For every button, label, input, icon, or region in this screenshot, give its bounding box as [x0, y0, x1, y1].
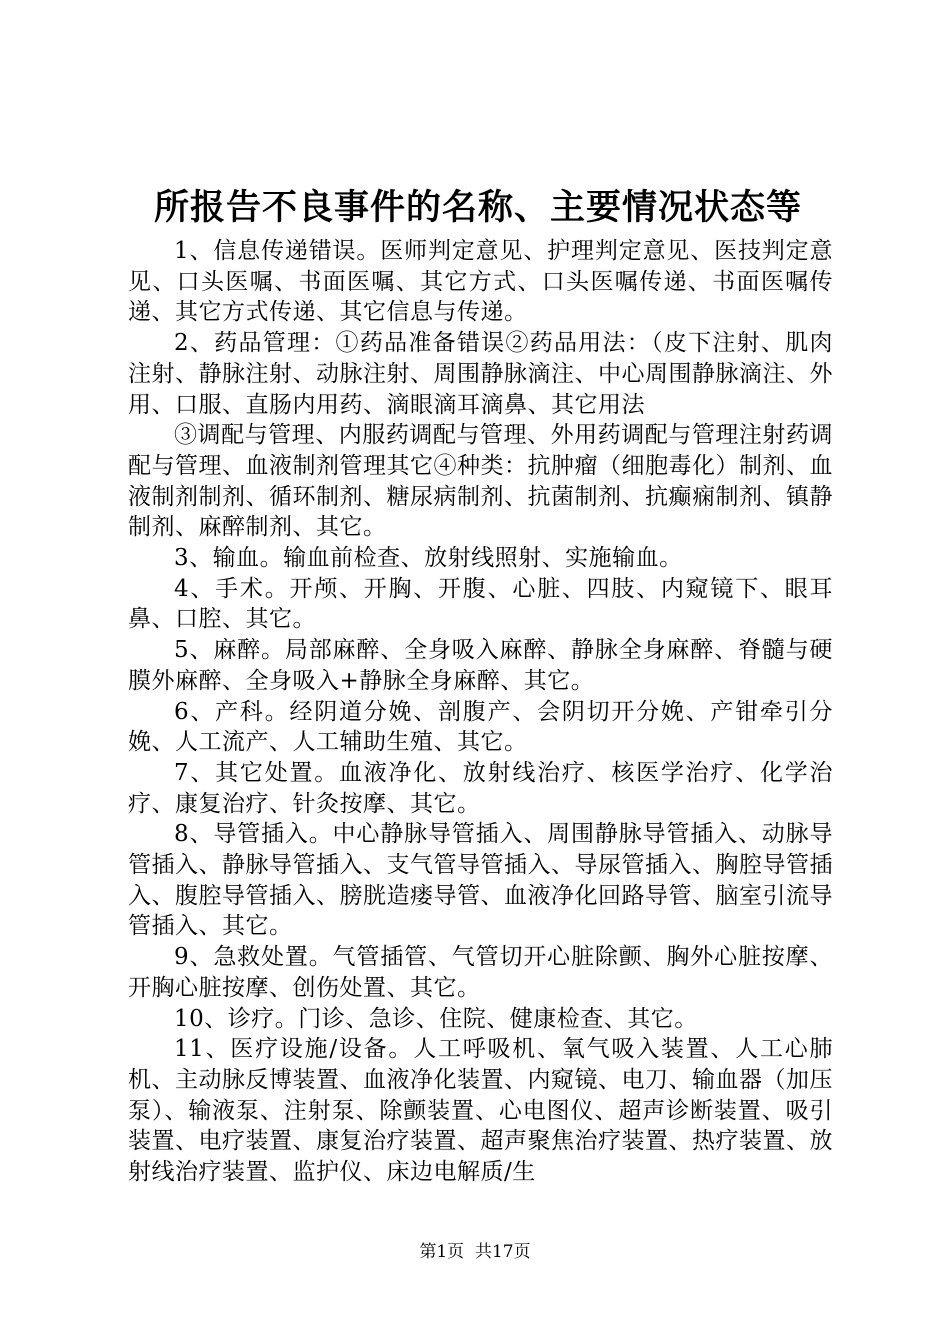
paragraph: 10、诊疗。门诊、急诊、住院、健康检查、其它。	[174, 1005, 698, 1032]
paragraph: ③调配与管理、内服药调配与管理、外用药调配与管理注射药调配与管理、血液制剂管理其它④种类：抗肿瘤（细胞毒化）制剂、血液制剂制剂、循环制剂、糖尿病制剂、抗菌制剂、抗癫痫制剂、镇静制剂、麻醉制剂、其它。	[128, 422, 833, 541]
document-title: 所报告不良事件的名称、主要情况状态等	[153, 187, 802, 228]
paragraph: 4、手术。开颅、开胸、开腹、心脏、四肢、内窥镜下、眼耳鼻、口腔、其它。	[128, 575, 833, 633]
paragraph: 6、产科。经阴道分娩、剖腹产、会阴切开分娩、产钳牵引分娩、人工流产、人工辅助生殖、其它。	[128, 698, 833, 756]
paragraph: 3、输血。输血前检查、放射线照射、实施输血。	[174, 545, 683, 572]
page-number-footer: 第1页 共17页	[419, 1242, 531, 1262]
paragraph: 5、麻醉。局部麻醉、全身吸入麻醉、静脉全身麻醉、脊髓与硬膜外麻醉、全身吸入+静脉全身麻醉、其它。	[128, 637, 833, 694]
document-body	[128, 236, 833, 1188]
paragraph: 7、其它处置。血液净化、放射线治疗、核医学治疗、化学治疗、康复治疗、针灸按摩、其它。	[128, 759, 833, 817]
paragraph: 2、药品管理：①药品准备错误②药品用法：（皮下注射、肌肉注射、静脉注射、动脉注射、周围静脉滴注、中心周围静脉滴注、外用、口服、直肠内用药、滴眼滴耳滴鼻、其它用法	[128, 330, 833, 418]
paragraph: 1、信息传递错误。医师判定意见、护理判定意见、医技判定意见、口头医嘱、书面医嘱、其它方式、口头医嘱传递、书面医嘱传递、其它方式传递、其它信息与传递。	[128, 238, 833, 326]
paragraph: 8、导管插入。中心静脉导管插入、周围静脉导管插入、动脉导管插入、静脉导管插入、支气管导管插入、导尿管插入、胸腔导管插入、腹腔导管插入、膀胱造瘘导管、血液净化回路导管、脑室引流导管插入、其它。	[128, 821, 833, 940]
paragraph: 11、医疗设施/设备。人工呼吸机、氧气吸入装置、人工心肺机、主动脉反博装置、血液净化装置、内窥镜、电刀、输血器（加压泵）、输液泵、注射泵、除颤装置、心电图仪、超声诊断装置、吸引装置、电疗装置、康复治疗装置、超声聚焦治疗装置、热疗装置、放射线治疗装置、监护仪、床边电解质/生	[128, 1036, 833, 1186]
paragraph: 9、急救处置。气管插管、气管切开心脏除颤、胸外心脏按摩、开胸心脏按摩、创伤处置、其它。	[128, 944, 833, 1001]
